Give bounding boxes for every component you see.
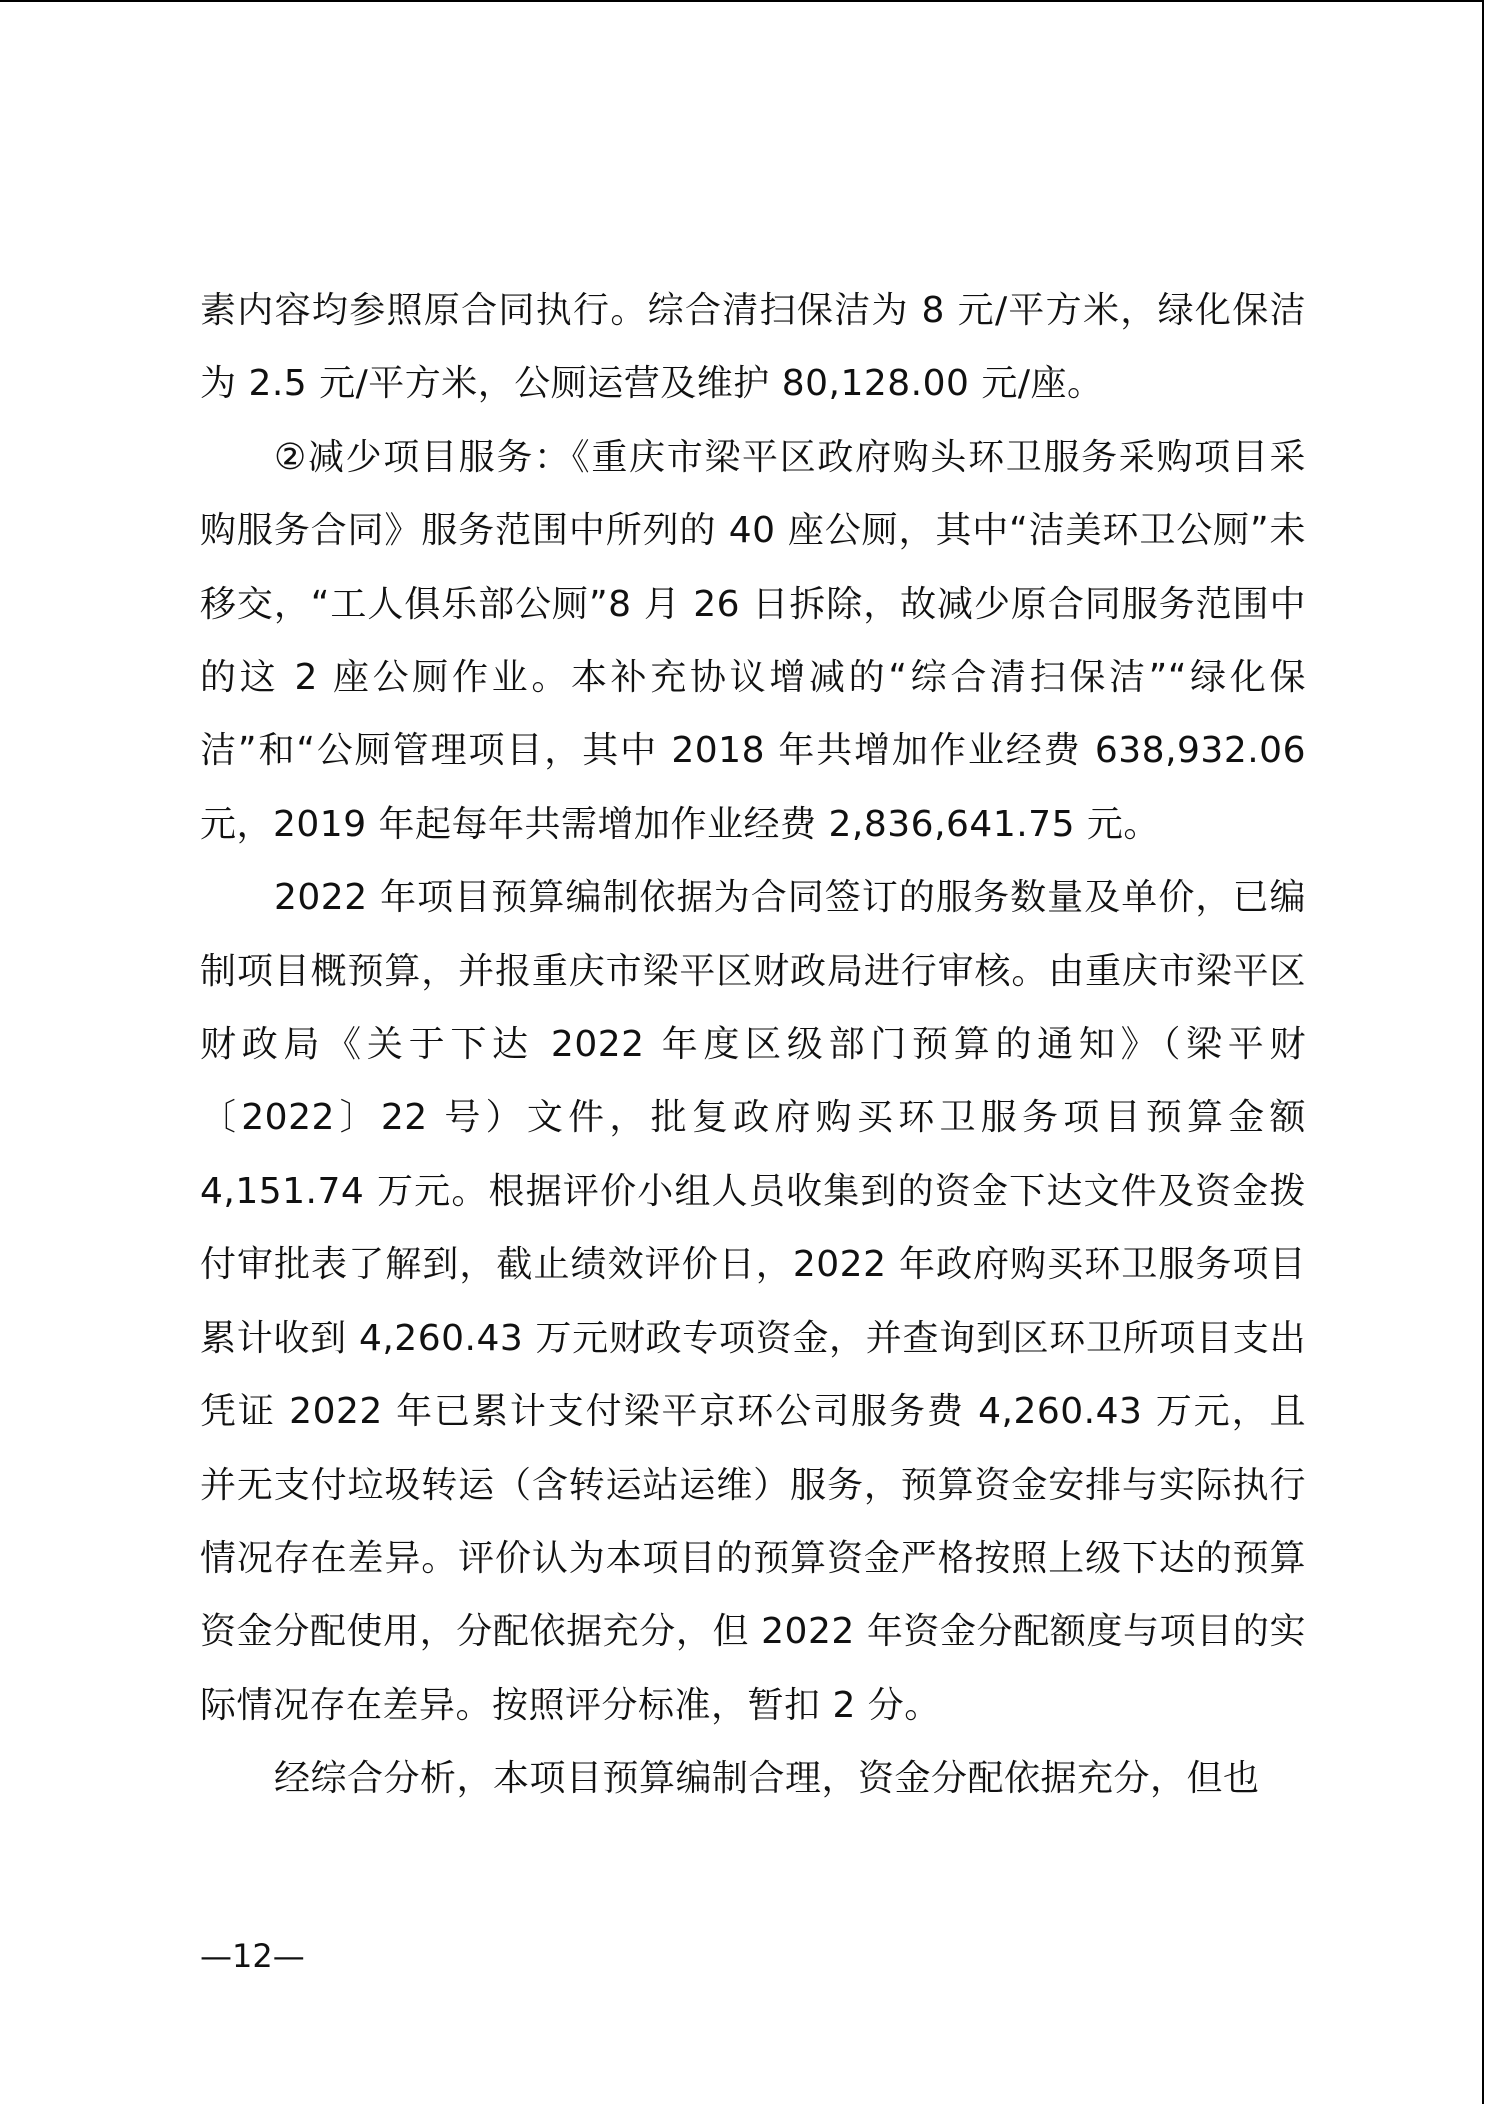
- paragraph-2: ②减少项目服务：《重庆市梁平区政府购头环卫服务采购项目采购服务合同》服务范围中所列的 40 座公厕，其中“洁美环卫公厕”未移交，“工人俱乐部公厕”8 月 26 日拆除，故减少原合同服务范围中的这 2 座公厕作业。本补充协议增减的“综合清扫保洁”“绿化保洁”和“公厕管理项目，其中 2018 年共增加作业经费 638,932.06 元，2019 年起每年共需增加作业经费 2,836,641.75 元。: [200, 436, 1306, 845]
- paragraph-3: 2022 年项目预算编制依据为合同签订的服务数量及单价，已编制项目概预算，并报重庆市梁平区财政局进行审核。由重庆市梁平区财政局《关于下达 2022 年度区级部门预算的通知》（梁平财〔2022〕22 号）文件，批复政府购买环卫服务项目预算金额 4,151.74 万元。根据评价小组人员收集到的资金下达文件及资金拨付审批表了解到，截止绩效评价日，2022 年政府购买环卫服务项目累计收到 4,260.43 万元财政专项资金，并查询到区环卫所项目支出凭证 2022 年已累计支付梁平京环公司服务费 4,260.43 万元，且并无支付垃圾转运（含转运站运维）服务，预算资金安排与实际执行情况存在差异。评价认为本项目的预算资金严格按照上级下达的预算资金分配使用，分配依据充分，但 2022 年资金分配额度与项目的实际情况存在差异。按照评分标准，暂扣 2 分。: [200, 877, 1306, 1726]
- page-number: —12—: [200, 1937, 305, 1975]
- paragraph-1: 素内容均参照原合同执行。综合清扫保洁为 8 元/平方米，绿化保洁为 2.5 元/平方米，公厕运营及维护 80,128.00 元/座。: [200, 290, 1306, 405]
- paragraph-4: 经综合分析，本项目预算编制合理，资金分配依据充分，但也: [274, 1758, 1260, 1800]
- document-body: [200, 274, 1306, 1816]
